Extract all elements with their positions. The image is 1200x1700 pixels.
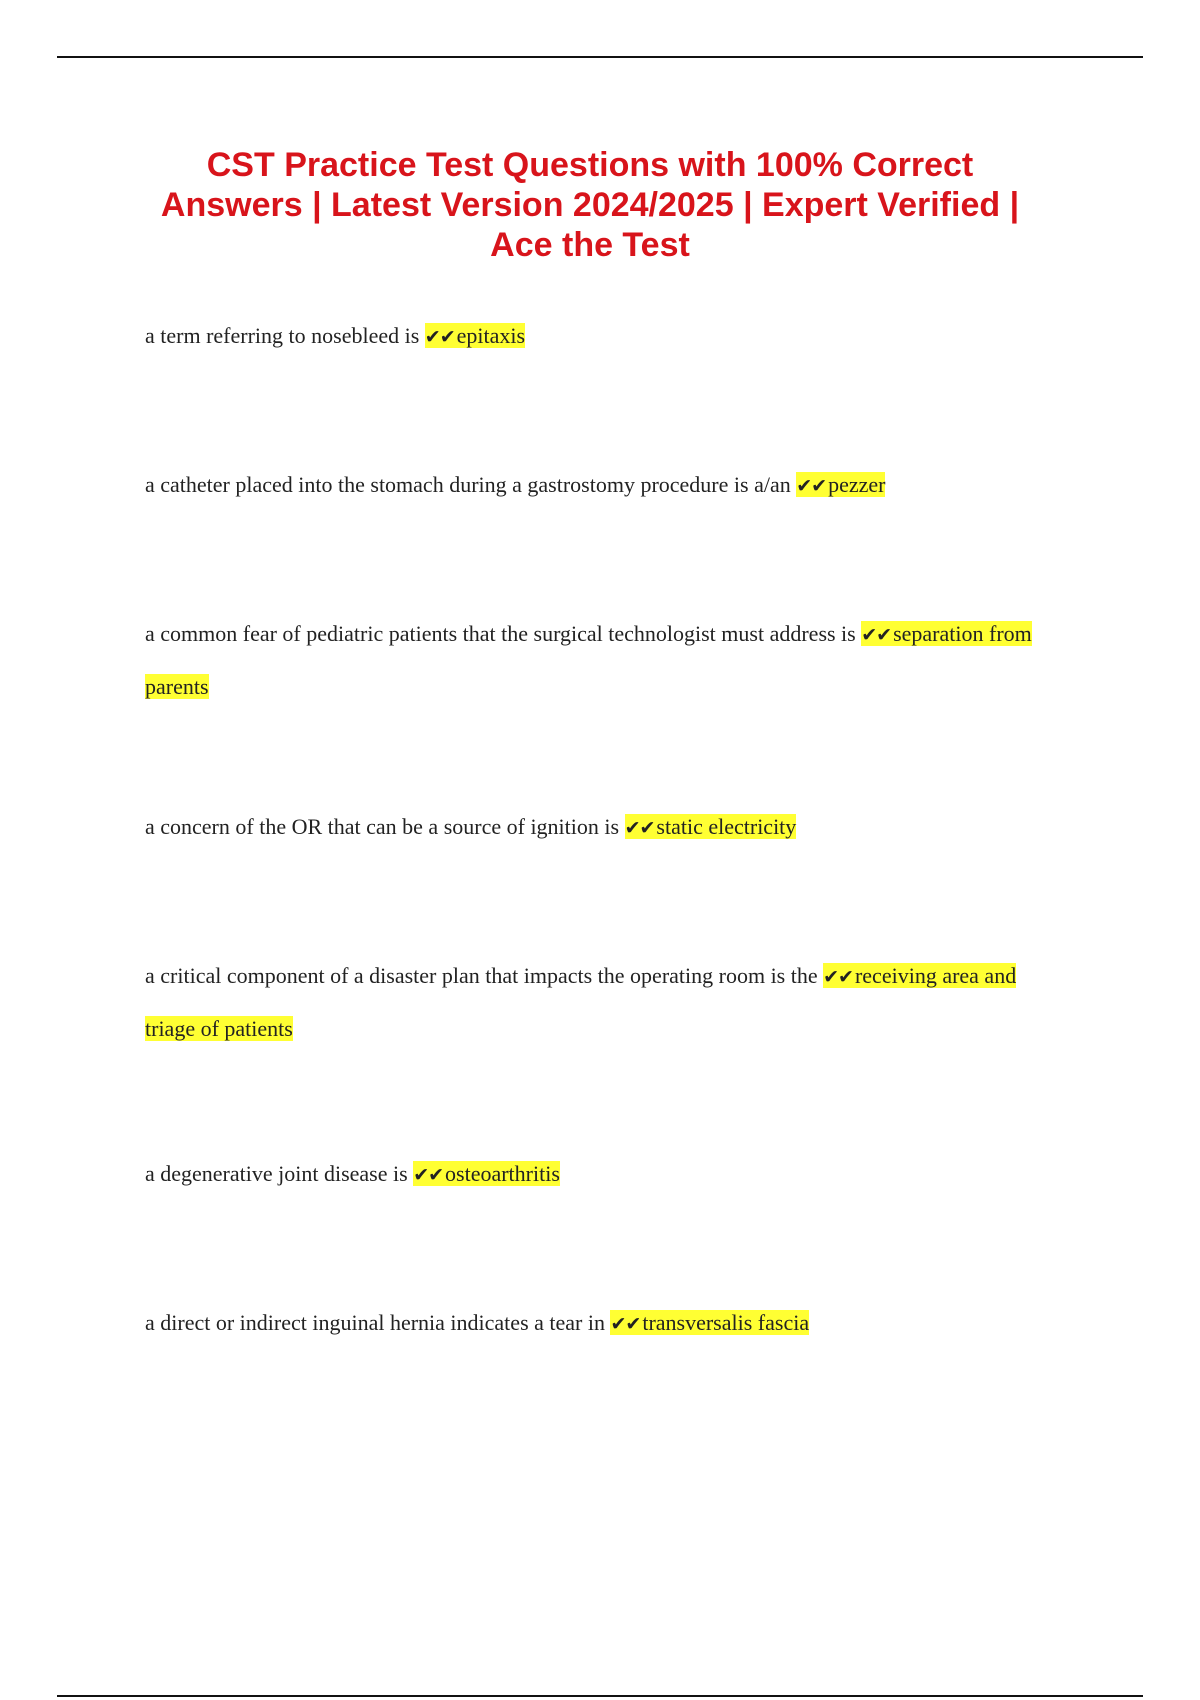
document-title: CST Practice Test Questions with 100% Correct Answers | Latest Version 2024/2025 | Expert Verified | Ace the Test	[160, 146, 1020, 264]
question-text: a catheter placed into the stomach during a gastrostomy procedure is a/an	[145, 472, 797, 497]
qa-item-2	[145, 459, 1045, 512]
bottom-divider	[57, 1695, 1143, 1697]
double-check-icon: ✔✔	[424, 326, 455, 348]
qa-item-3	[145, 608, 1045, 713]
qa-item-4	[145, 801, 1045, 854]
question-text: a degenerative joint disease is	[145, 1161, 414, 1186]
answer-highlight	[625, 814, 797, 839]
question-text: a term referring to nosebleed is	[145, 323, 425, 348]
answer-text: static electricity	[656, 814, 797, 839]
question-text: a direct or indirect inguinal hernia indicates a tear in	[145, 1310, 611, 1335]
top-divider	[57, 56, 1143, 58]
qa-item-5	[145, 950, 1045, 1055]
answer-text: receiving area and triage of patients	[145, 963, 1017, 1041]
answer-highlight	[796, 472, 885, 497]
double-check-icon: ✔✔	[413, 1164, 444, 1186]
answer-text: transversalis fascia	[642, 1310, 810, 1335]
answer-text: separation from parents	[145, 621, 1032, 699]
qa-item-7	[145, 1297, 1045, 1350]
answer-text: osteoarthritis	[445, 1161, 560, 1186]
answer-highlight	[425, 323, 525, 348]
answer-highlight	[413, 1161, 560, 1186]
question-text: a common fear of pediatric patients that the surgical technologist must address is	[145, 621, 862, 646]
question-text: a concern of the OR that can be a source of ignition is	[145, 814, 625, 839]
qa-item-1	[145, 310, 1045, 363]
answer-text: epitaxis	[456, 323, 526, 348]
answer-text: pezzer	[828, 472, 886, 497]
double-check-icon: ✔✔	[624, 817, 655, 839]
question-text: a critical component of a disaster plan that impacts the operating room is the	[145, 963, 824, 988]
double-check-icon: ✔✔	[796, 475, 827, 497]
answer-highlight	[610, 1310, 809, 1335]
double-check-icon: ✔✔	[861, 624, 892, 646]
qa-item-6	[145, 1148, 1045, 1201]
double-check-icon: ✔✔	[610, 1313, 641, 1335]
double-check-icon: ✔✔	[823, 966, 853, 988]
